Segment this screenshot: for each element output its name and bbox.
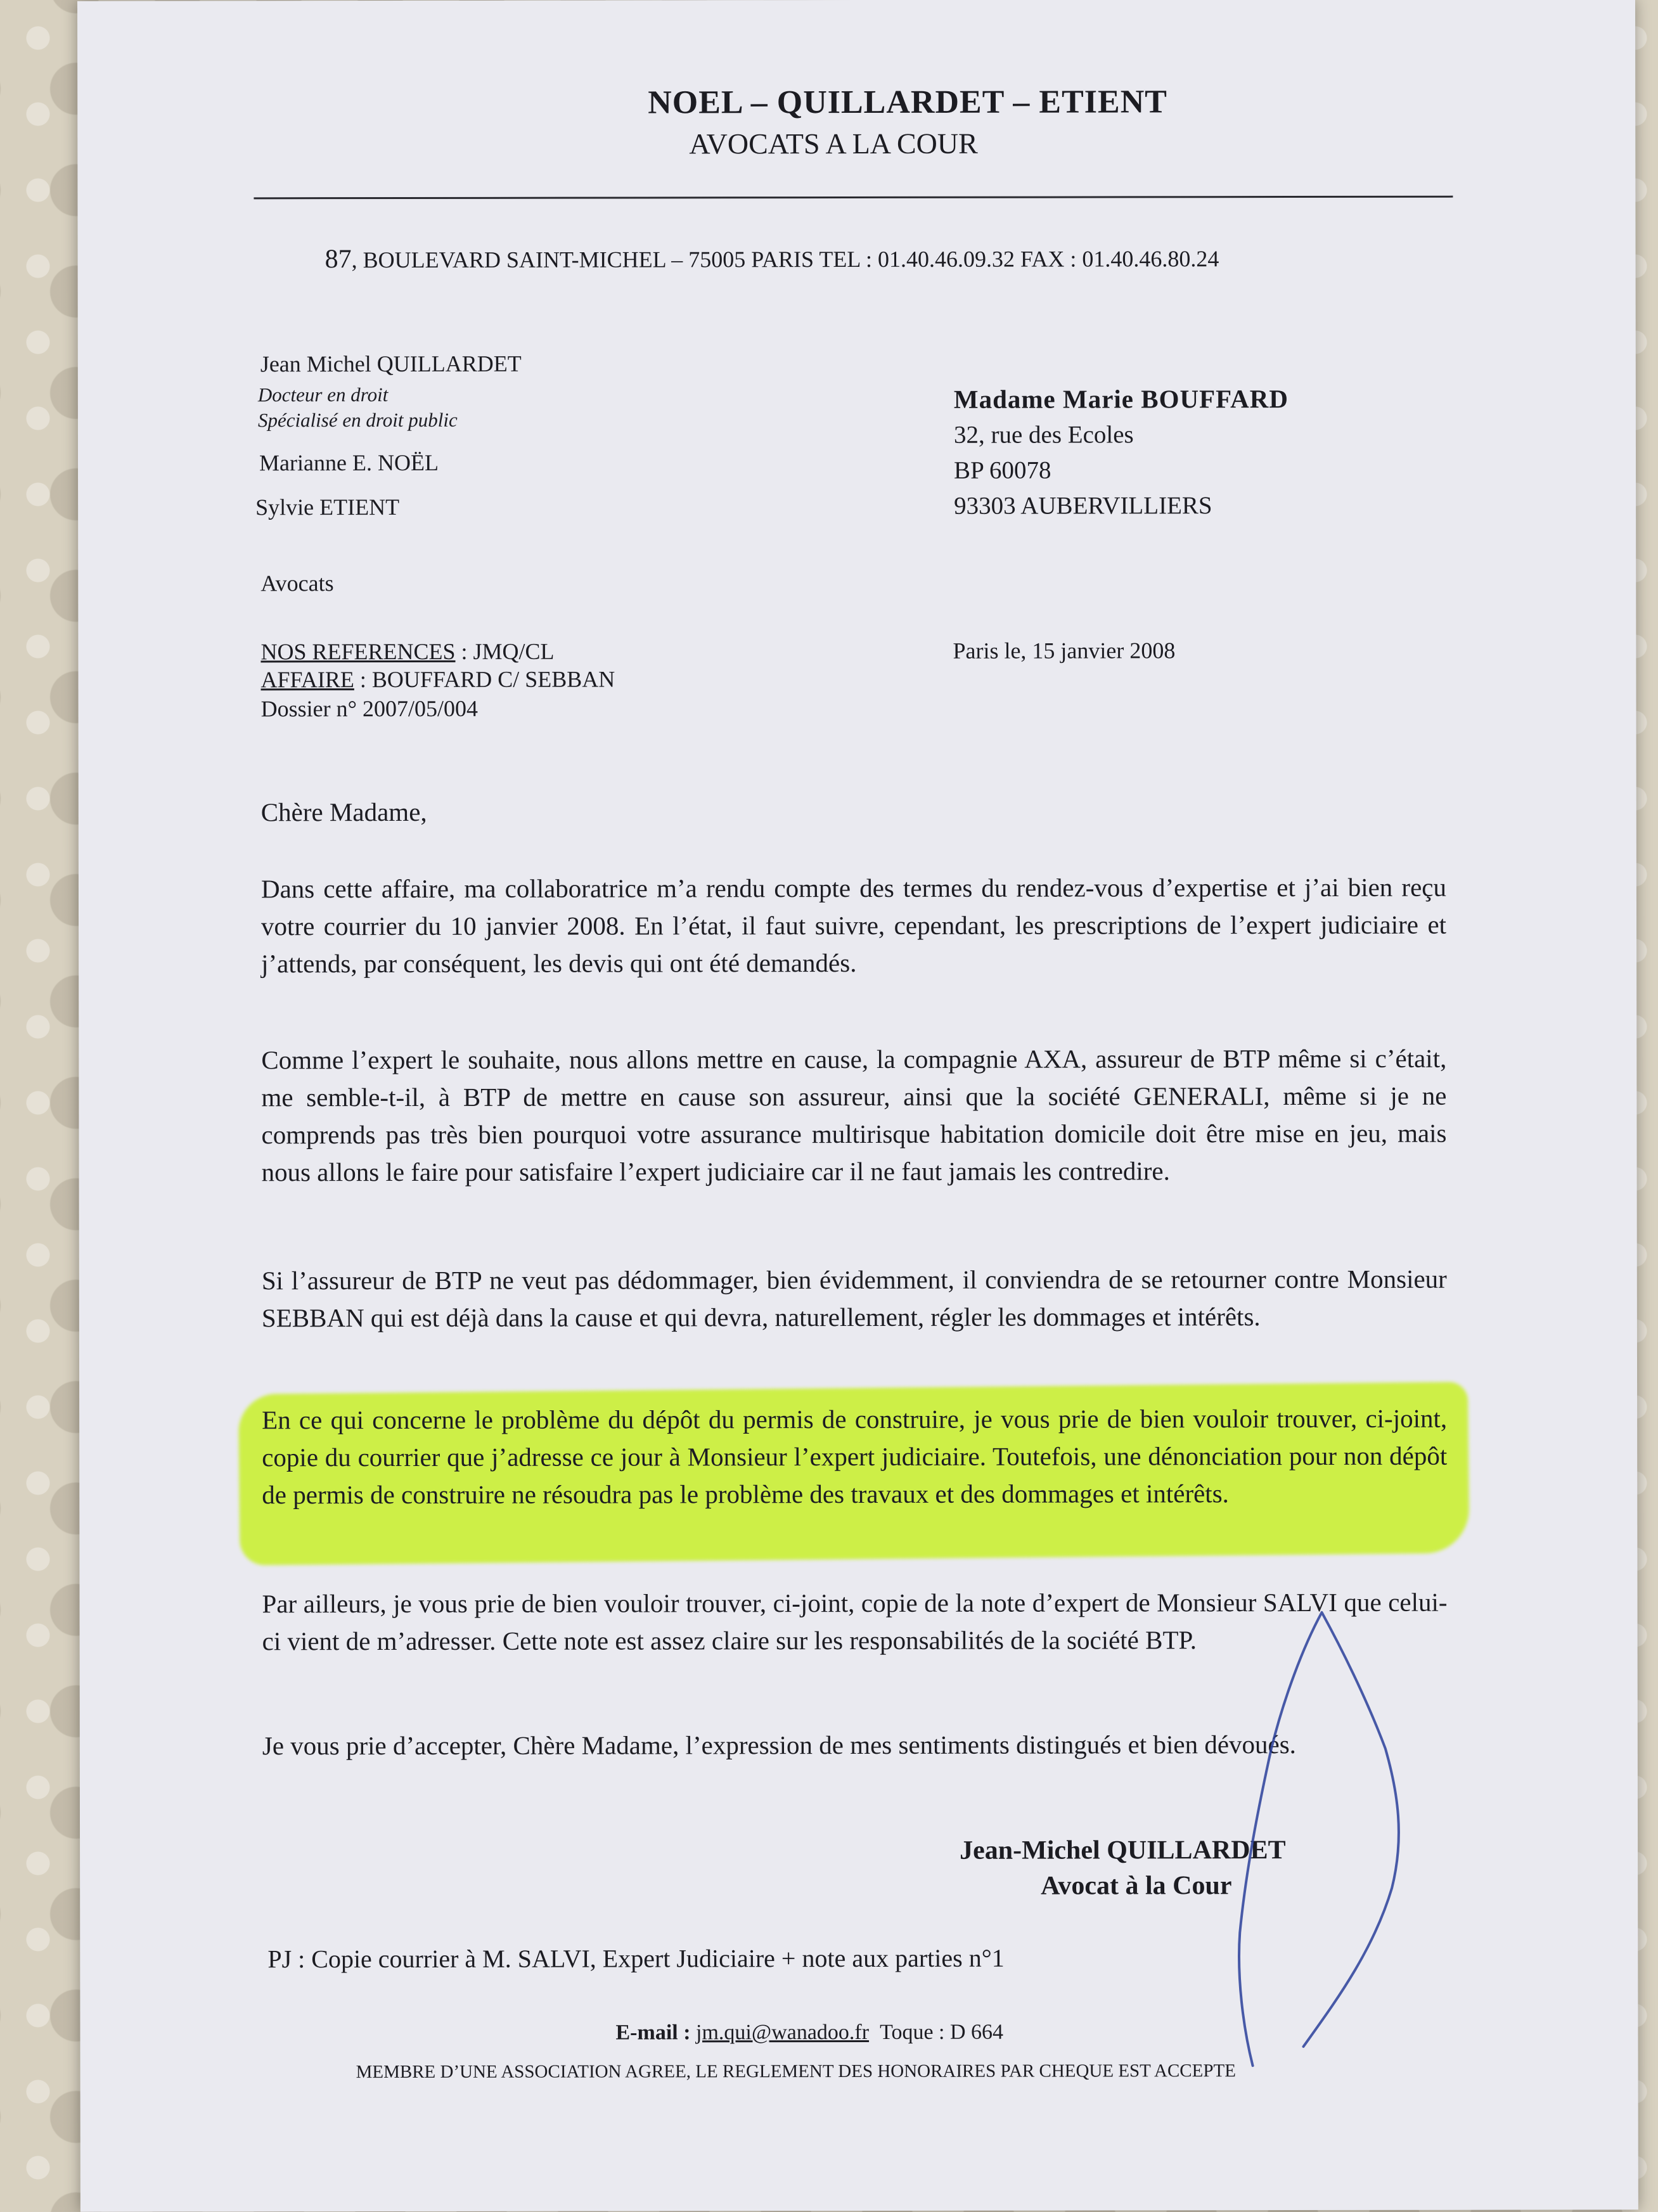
header-divider — [254, 196, 1453, 200]
signatory-title: Avocat à la Cour — [1041, 1871, 1232, 1901]
address-line: , BOULEVARD SAINT-MICHEL – 75005 PARIS TEL : 01.40.46.09.32 FAX : 01.40.46.80.24 — [351, 246, 1219, 273]
toque: Toque : D 664 — [880, 2020, 1004, 2044]
paragraph-1: Dans cette affaire, ma collaboratrice m’a rendu compte des termes du rendez-vous d’expertise et j’ai bien reçu votre courrier du 10 janvier 2008. En l’état, il faut suivre, cependant, les prescriptions de l’expert judiciaire et j’attends, par conséquent, les devis qui ont été demandés. — [260, 872, 1447, 979]
letter-page — [77, 0, 1638, 2212]
recipient-street: 32, rue des Ecoles — [953, 421, 1134, 449]
enclosures: PJ : Copie courrier à M. SALVI, Expert Judiciaire + note aux parties n°1 — [267, 1943, 1005, 1974]
footer-contact — [615, 2021, 1003, 2045]
ref-dossier: Dossier n° 2007/05/004 — [260, 695, 478, 722]
sender-title-1: Docteur en droit — [257, 383, 389, 406]
firm-address — [325, 243, 1219, 274]
paragraph-2: Comme l’expert le souhaite, nous allons mettre en cause, la compagnie AXA, assureur de BTP même si c’était, me semble-t-il, à BTP de mettre en cause son assureur, ainsi que la société GENERALI, même si je ne comprends pas très bien pourquoi votre assurance multirisque habitation domicile doit être mise en jeu, mais nous allons le faire pour satisfaire l’expert judiciaire car il ne faut jamais les contredire. — [261, 1043, 1447, 1187]
ref-affaire-label: AFFAIRE — [260, 667, 354, 693]
ref-nos — [260, 638, 554, 666]
recipient-name: Madame Marie BOUFFARD — [953, 384, 1288, 414]
sender-role: Avocats — [260, 570, 334, 596]
signatory-name: Jean-Michel QUILLARDET — [960, 1836, 1286, 1865]
partner-1: Marianne E. NOËL — [259, 449, 439, 476]
letter-date: Paris le, 15 janvier 2008 — [953, 638, 1176, 664]
sender-title-2: Spécialisé en droit public — [257, 408, 458, 432]
member-notice: MEMBRE D’UNE ASSOCIATION AGREE, LE REGLEMENT DES HONORAIRES PAR CHEQUE EST ACCEPTE — [356, 2061, 1236, 2083]
firm-subtitle: AVOCATS A LA COUR — [689, 127, 978, 160]
firm-name: NOEL – QUILLARDET – ETIENT — [648, 84, 1167, 121]
sender-name: Jean Michel QUILLARDET — [260, 350, 522, 377]
ref-affaire — [260, 666, 615, 693]
recipient-city: 93303 AUBERVILLIERS — [954, 492, 1212, 520]
ref-affaire-value: : BOUFFARD C/ SEBBAN — [354, 666, 615, 693]
ref-nos-label: NOS REFERENCES — [260, 638, 456, 665]
recipient-bp: BP 60078 — [954, 456, 1051, 484]
paragraph-4-highlighted: En ce qui concerne le problème du dépôt du permis de construire, je vous prie de bien vouloir trouver, ci-joint, copie du courrier que j’adresse ce jour à Monsieur l’expert judiciaire. Toutefois, une dénonciation pour non dépôt de permis de construire ne résoudra pas le problème des travaux et des dommages et intérêts. — [262, 1403, 1448, 1510]
paragraph-5: Par ailleurs, je vous prie de bien vouloir trouver, ci-joint, copie de la note d’expert de Monsieur SALVI que celui-ci vient de m’adresser. Cette note est assez claire sur les responsabilités de la société BTP. — [262, 1587, 1448, 1656]
paragraph-3: Si l’assureur de BTP ne veut pas dédommager, bien évidemment, il conviendra de se retourner contre Monsieur SEBBAN qui est déjà dans la cause et qui devra, naturellement, régler les dommages et intérêts. — [261, 1264, 1447, 1333]
ref-nos-value: : JMQ/CL — [455, 638, 555, 664]
paragraph-6: Je vous prie d’accepter, Chère Madame, l’expression de mes sentiments distingués et bien dévoués. — [262, 1730, 1296, 1761]
address-number: 87 — [325, 245, 352, 274]
partner-2: Sylvie ETIENT — [255, 494, 400, 520]
email-link[interactable]: jm.qui@wanadoo.fr — [695, 2020, 870, 2045]
salutation: Chère Madame, — [260, 797, 427, 827]
email-label: E-mail : — [615, 2021, 691, 2045]
